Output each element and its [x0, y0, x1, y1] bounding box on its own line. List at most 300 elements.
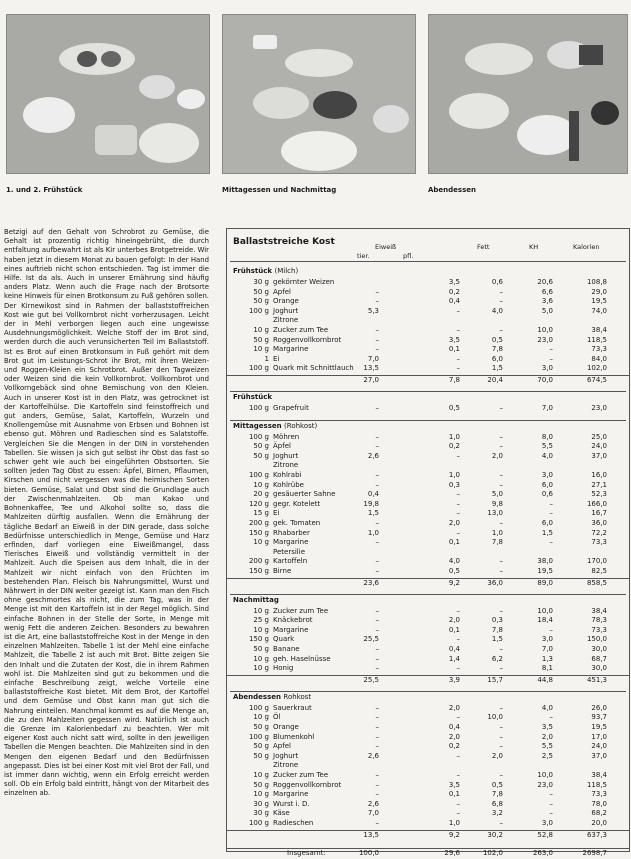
table-cell: – [549, 809, 553, 818]
table-cell: 26,0 [591, 703, 607, 712]
table-cell: 20,0 [591, 819, 607, 827]
table-cell: – [499, 567, 503, 575]
table-cell: 4,0 [491, 306, 503, 315]
table-cell: 10 g [253, 480, 269, 489]
total-cell: 3,9 [448, 675, 460, 684]
table-cell: Margarine [273, 538, 309, 547]
table-cell: – [456, 528, 460, 537]
table-cell: 3,0 [541, 635, 553, 644]
table-cell: – [375, 557, 379, 566]
table-row [227, 635, 629, 645]
section-divider [230, 420, 626, 421]
table-cell: 20 g [253, 490, 269, 499]
table-row [227, 461, 629, 471]
table-cell: 13,5 [363, 364, 379, 373]
table-cell: Margarine [273, 345, 309, 354]
table-row [227, 529, 629, 539]
table-row [227, 500, 629, 510]
table-cell: 5,0 [491, 490, 503, 499]
table-cell: 10 g [253, 538, 269, 547]
table-cell: 10 g [253, 713, 269, 722]
table-cell: 100 g [248, 306, 269, 315]
table-cell: – [499, 732, 503, 741]
total-cell: 9,2 [448, 830, 460, 839]
table-cell: – [456, 364, 460, 373]
table-cell: 100 g [248, 732, 269, 741]
table-cell: 30,0 [591, 664, 607, 673]
table-cell: – [375, 819, 379, 827]
table-cell: 200 g [248, 557, 269, 566]
table-cell: – [375, 723, 379, 731]
table-cell: 10,0 [537, 606, 553, 615]
table-cell: 93,7 [591, 713, 607, 722]
grand-total-cell: 29,6 [444, 848, 460, 857]
table-row [227, 538, 629, 548]
table-cell: gegr. Kotelett [273, 499, 321, 508]
table-cell: 38,4 [591, 326, 607, 334]
table-cell: gesäuerter Sahne [273, 490, 336, 499]
table-cell: 68,7 [591, 654, 607, 663]
total-cell: 15,7 [487, 675, 503, 684]
table-row [227, 481, 629, 491]
table-cell: Quark [273, 635, 295, 644]
table-cell: 19,5 [537, 567, 553, 575]
table-row [227, 557, 629, 567]
grand-total-cell: 100,0 [358, 848, 379, 857]
table-cell: 4,0 [541, 703, 553, 712]
table-cell: 78,0 [591, 799, 607, 808]
table-cell: 0,4 [448, 723, 460, 731]
table-title: Ballaststreiche Kost [233, 237, 335, 247]
table-cell: – [375, 742, 379, 751]
table-cell: – [375, 780, 379, 789]
table-cell: 19,8 [363, 499, 379, 508]
table-cell: 10 g [253, 326, 269, 334]
table-cell: – [499, 404, 503, 412]
table-cell: – [375, 345, 379, 354]
table-cell: – [456, 664, 460, 673]
table-cell: Rhabarber [273, 528, 310, 537]
table-cell: 2,5 [541, 751, 553, 760]
section-title [233, 596, 279, 606]
table-cell: geh. Haselnüsse [273, 654, 331, 663]
table-cell: 200 g [248, 519, 269, 527]
table-cell: – [549, 509, 553, 518]
table-cell: 0,5 [448, 404, 460, 412]
total-cell: 44,8 [537, 675, 553, 684]
table-row [227, 809, 629, 819]
grand-total-label: Insgesamt: [287, 848, 326, 857]
table-cell: – [456, 809, 460, 818]
table-cell: – [499, 645, 503, 653]
table-cell: – [375, 432, 379, 441]
table-cell: 15 g [253, 509, 269, 518]
table-cell: 1,0 [448, 471, 460, 479]
table-cell: – [456, 306, 460, 315]
table-cell: 2,0 [491, 751, 503, 760]
table-cell: 118,5 [586, 335, 607, 344]
table-cell: 52,3 [591, 490, 607, 499]
table-cell: – [499, 606, 503, 615]
table-cell: 30 g [253, 799, 269, 808]
table-cell: – [456, 713, 460, 722]
table-cell: – [549, 538, 553, 547]
table-cell: Honig [273, 664, 294, 673]
table-cell: Knäckebrot [273, 616, 313, 625]
table-cell: 0,2 [448, 742, 460, 751]
table-cell: 82,5 [591, 567, 607, 575]
table-cell: – [499, 557, 503, 566]
table-row [227, 345, 629, 355]
table-cell: – [375, 606, 379, 615]
table-cell: 73,3 [591, 345, 607, 354]
table-row [227, 761, 629, 771]
table-cell: Sauerkraut [273, 703, 312, 712]
table-cell: 6,8 [491, 799, 503, 808]
table-cell: 78,3 [591, 616, 607, 625]
table-cell: Joghurt [273, 306, 299, 315]
table-cell: 2,6 [367, 451, 379, 460]
dinner-photo [428, 14, 628, 174]
total-cell: 27,0 [363, 376, 379, 384]
table-cell: – [499, 432, 503, 441]
section-note: Rohkost [283, 692, 312, 701]
table-row [227, 548, 629, 558]
table-cell: – [375, 326, 379, 334]
section-total-row [227, 830, 629, 841]
table-cell: – [456, 771, 460, 779]
table-row [227, 800, 629, 810]
table-cell: 74,0 [591, 306, 607, 315]
table-cell: 1,4 [448, 654, 460, 663]
dinner-photo-image [429, 15, 627, 173]
table-cell: 19,5 [591, 723, 607, 731]
table-cell: – [549, 354, 553, 363]
table-cell: 0,5 [448, 567, 460, 575]
table-cell: Zitrone [273, 761, 299, 770]
table-cell: – [375, 645, 379, 653]
lunch-photo-image [223, 15, 415, 173]
table-cell: – [499, 287, 503, 296]
table-cell: 1,0 [448, 432, 460, 441]
table-cell: 30 g [253, 278, 269, 286]
header-eiweiss: Eiweiß [375, 243, 397, 251]
table-cell: – [499, 771, 503, 779]
table-cell: 50 g [253, 287, 269, 296]
table-row [227, 297, 629, 307]
table-cell: 120 g [248, 499, 269, 508]
table-cell: 50 g [253, 297, 269, 306]
table-cell: – [375, 442, 379, 451]
table-cell: – [375, 616, 379, 625]
table-cell: 36,0 [591, 519, 607, 527]
table-cell: Grapefruit [273, 404, 309, 412]
table-cell: Roggenvollkornbrot [273, 780, 342, 789]
table-cell: 100 g [248, 432, 269, 441]
table-cell: 50 g [253, 335, 269, 344]
table-cell: 19,5 [591, 297, 607, 306]
table-cell: – [375, 713, 379, 722]
table-cell: 0,3 [491, 616, 503, 625]
table-cell: – [456, 751, 460, 760]
table-row [227, 307, 629, 317]
table-cell: 0,5 [491, 780, 503, 789]
total-cell: 36,0 [487, 578, 503, 587]
table-cell: – [456, 499, 460, 508]
table-cell: – [375, 625, 379, 634]
header-kh: KH [529, 243, 539, 251]
table-cell: 108,8 [586, 278, 607, 286]
table-cell: 8,1 [541, 664, 553, 673]
table-cell: – [456, 490, 460, 499]
table-cell: 100 g [248, 703, 269, 712]
table-row [227, 713, 629, 723]
header-kalorien: Kalorien [573, 243, 600, 251]
table-cell: 100 g [248, 471, 269, 479]
caption-breakfast: 1. und 2. Frühstück [6, 186, 83, 194]
table-cell: Ei [273, 354, 280, 363]
table-cell: – [375, 287, 379, 296]
table-cell: Öl [273, 713, 281, 722]
section-name: Abendessen [233, 692, 281, 701]
table-cell: – [549, 790, 553, 799]
section-note: (Rohkost) [284, 421, 318, 430]
grand-total-cell: 2698,7 [582, 848, 607, 857]
table-cell: 73,3 [591, 625, 607, 634]
table-cell: 25,0 [591, 432, 607, 441]
table-cell: 3,0 [541, 819, 553, 827]
table-row [227, 645, 629, 655]
table-cell: – [456, 451, 460, 460]
table-cell: – [375, 567, 379, 575]
table-cell: 38,4 [591, 606, 607, 615]
table-cell: – [456, 509, 460, 518]
table-cell: Joghurt [273, 451, 299, 460]
table-cell: 7,0 [541, 404, 553, 412]
table-cell: 2,0 [541, 732, 553, 741]
table-cell: 16,0 [591, 471, 607, 479]
table-cell: 2,0 [448, 616, 460, 625]
table-cell: 30,0 [591, 645, 607, 653]
table-cell: 13,0 [487, 509, 503, 518]
total-cell: 858,5 [586, 578, 607, 587]
table-cell: 0,4 [448, 645, 460, 653]
section-title [233, 393, 272, 403]
table-cell: Äpfel [273, 442, 291, 451]
table-cell: 7,0 [367, 354, 379, 363]
table-cell: – [499, 471, 503, 479]
table-cell: 0,5 [491, 335, 503, 344]
table-cell: 73,3 [591, 790, 607, 799]
table-cell: 3,6 [541, 297, 553, 306]
table-cell: 1,5 [367, 509, 379, 518]
grand-total-row [227, 848, 629, 859]
table-row [227, 355, 629, 365]
table-row [227, 519, 629, 529]
lunch-photo [222, 14, 416, 174]
table-cell: 10 g [253, 625, 269, 634]
table-cell: 10 g [253, 790, 269, 799]
table-row [227, 742, 629, 752]
table-cell: 5,5 [541, 442, 553, 451]
table-cell: 1,5 [491, 635, 503, 644]
table-cell: Margarine [273, 625, 309, 634]
table-cell: 2,6 [367, 799, 379, 808]
table-cell: – [375, 519, 379, 527]
table-cell: 1,0 [367, 528, 379, 537]
table-cell: – [549, 499, 553, 508]
table-row [227, 364, 629, 374]
table-cell: 10 g [253, 606, 269, 615]
table-cell: 50 g [253, 442, 269, 451]
table-cell: 1,0 [448, 819, 460, 827]
total-cell: 52,8 [537, 830, 553, 839]
table-cell: 100 g [248, 364, 269, 373]
table-cell: 6,2 [491, 654, 503, 663]
table-cell: 10,0 [537, 326, 553, 334]
header-tier: tier. [357, 252, 370, 260]
table-cell: 0,2 [448, 287, 460, 296]
table-cell: 3,2 [491, 809, 503, 818]
table-cell: 10 g [253, 345, 269, 354]
caption-dinner: Abendessen [428, 186, 476, 194]
table-cell: 2,0 [448, 732, 460, 741]
table-cell: – [499, 442, 503, 451]
table-cell: 16,7 [591, 509, 607, 518]
breakfast-photo-image [7, 15, 209, 173]
table-cell: Birne [273, 567, 292, 575]
table-cell: Margarine [273, 790, 309, 799]
table-cell: 38,4 [591, 771, 607, 779]
total-cell: 9,2 [448, 578, 460, 587]
table-cell: 2,0 [448, 703, 460, 712]
table-cell: Kohlrabi [273, 471, 302, 479]
table-cell: gekörnter Weizen [273, 278, 335, 286]
table-cell: Petersilie [273, 547, 305, 556]
table-cell: 0,3 [448, 480, 460, 489]
table-cell: – [375, 664, 379, 673]
table-cell: – [375, 404, 379, 412]
section-name: Nachmittag [233, 595, 279, 604]
table-cell: – [375, 335, 379, 344]
table-cell: 3,0 [541, 471, 553, 479]
table-cell: Quark mit Schnittlauch [273, 364, 354, 373]
table-cell: 10 g [253, 771, 269, 779]
table-cell: 24,0 [591, 742, 607, 751]
table-cell: 170,0 [586, 557, 607, 566]
grand-total-cell: 263,0 [532, 848, 553, 857]
table-row [227, 704, 629, 714]
table-cell: 7,8 [491, 790, 503, 799]
total-cell: 25,5 [363, 675, 379, 684]
table-cell: 10 g [253, 664, 269, 673]
section-total-row [227, 578, 629, 589]
table-row [227, 288, 629, 298]
table-cell: 0,1 [448, 625, 460, 634]
table-cell: – [375, 771, 379, 779]
table-cell: 3,5 [448, 278, 460, 286]
table-cell: Zitrone [273, 461, 299, 470]
table-cell: – [549, 345, 553, 354]
table-cell: 0,6 [541, 490, 553, 499]
table-cell: Wurst i. D. [273, 799, 310, 808]
table-cell: 23,0 [537, 780, 553, 789]
table-cell: 0,2 [448, 442, 460, 451]
table-cell: 50 g [253, 451, 269, 460]
table-row [227, 664, 629, 674]
table-cell: Apfel [273, 742, 291, 751]
table-cell: 30 g [253, 809, 269, 818]
table-cell: 24,0 [591, 442, 607, 451]
section-total-row [227, 375, 629, 386]
table-row [227, 781, 629, 791]
article-text [4, 228, 209, 846]
table-row [227, 771, 629, 781]
table-cell: gek. Tomaten [273, 519, 321, 527]
section-title [233, 422, 317, 432]
total-cell: 451,3 [586, 675, 607, 684]
table-cell: – [549, 713, 553, 722]
table-cell: – [375, 790, 379, 799]
table-cell: Ei [273, 509, 280, 518]
table-cell: 1,5 [491, 364, 503, 373]
table-cell: 27,1 [591, 480, 607, 489]
table-cell: 0,6 [491, 278, 503, 286]
table-cell: 50 g [253, 780, 269, 789]
table-cell: 118,5 [586, 780, 607, 789]
table-cell: 18,4 [537, 616, 553, 625]
table-row [227, 655, 629, 665]
total-cell: 70,0 [537, 376, 553, 384]
table-cell: – [375, 732, 379, 741]
header-divider [230, 261, 626, 262]
table-cell: 4,0 [541, 451, 553, 460]
table-row [227, 723, 629, 733]
table-cell: Banane [273, 645, 300, 653]
table-cell: 1,5 [541, 528, 553, 537]
table-cell: 3,5 [448, 780, 460, 789]
table-cell: 150 g [248, 567, 269, 575]
table-row [227, 316, 629, 326]
section-divider [230, 391, 626, 392]
table-cell: 50 g [253, 751, 269, 760]
table-cell: – [375, 471, 379, 479]
table-cell: 1,0 [491, 528, 503, 537]
table-cell: 3,0 [541, 364, 553, 373]
table-cell: – [375, 538, 379, 547]
table-cell: 100 g [248, 404, 269, 412]
section-divider [230, 691, 626, 692]
table-cell: 68,2 [591, 809, 607, 818]
section-name: Mittagessen [233, 421, 282, 430]
table-cell: – [549, 625, 553, 634]
total-cell: 637,3 [586, 830, 607, 839]
table-cell: 23,0 [537, 335, 553, 344]
table-row [227, 336, 629, 346]
table-row [227, 733, 629, 743]
table-cell: 5,0 [541, 306, 553, 315]
table-cell: 20,6 [537, 278, 553, 286]
table-cell: Roggenvollkornbrot [273, 335, 342, 344]
table-cell: 25 g [253, 616, 269, 625]
table-cell: 37,0 [591, 751, 607, 760]
table-cell: 25,5 [363, 635, 379, 644]
table-cell: Zitrone [273, 316, 299, 325]
table-cell: – [499, 519, 503, 527]
nutrition-table [226, 228, 630, 857]
table-cell: 29,0 [591, 287, 607, 296]
table-cell: 7,0 [541, 645, 553, 653]
